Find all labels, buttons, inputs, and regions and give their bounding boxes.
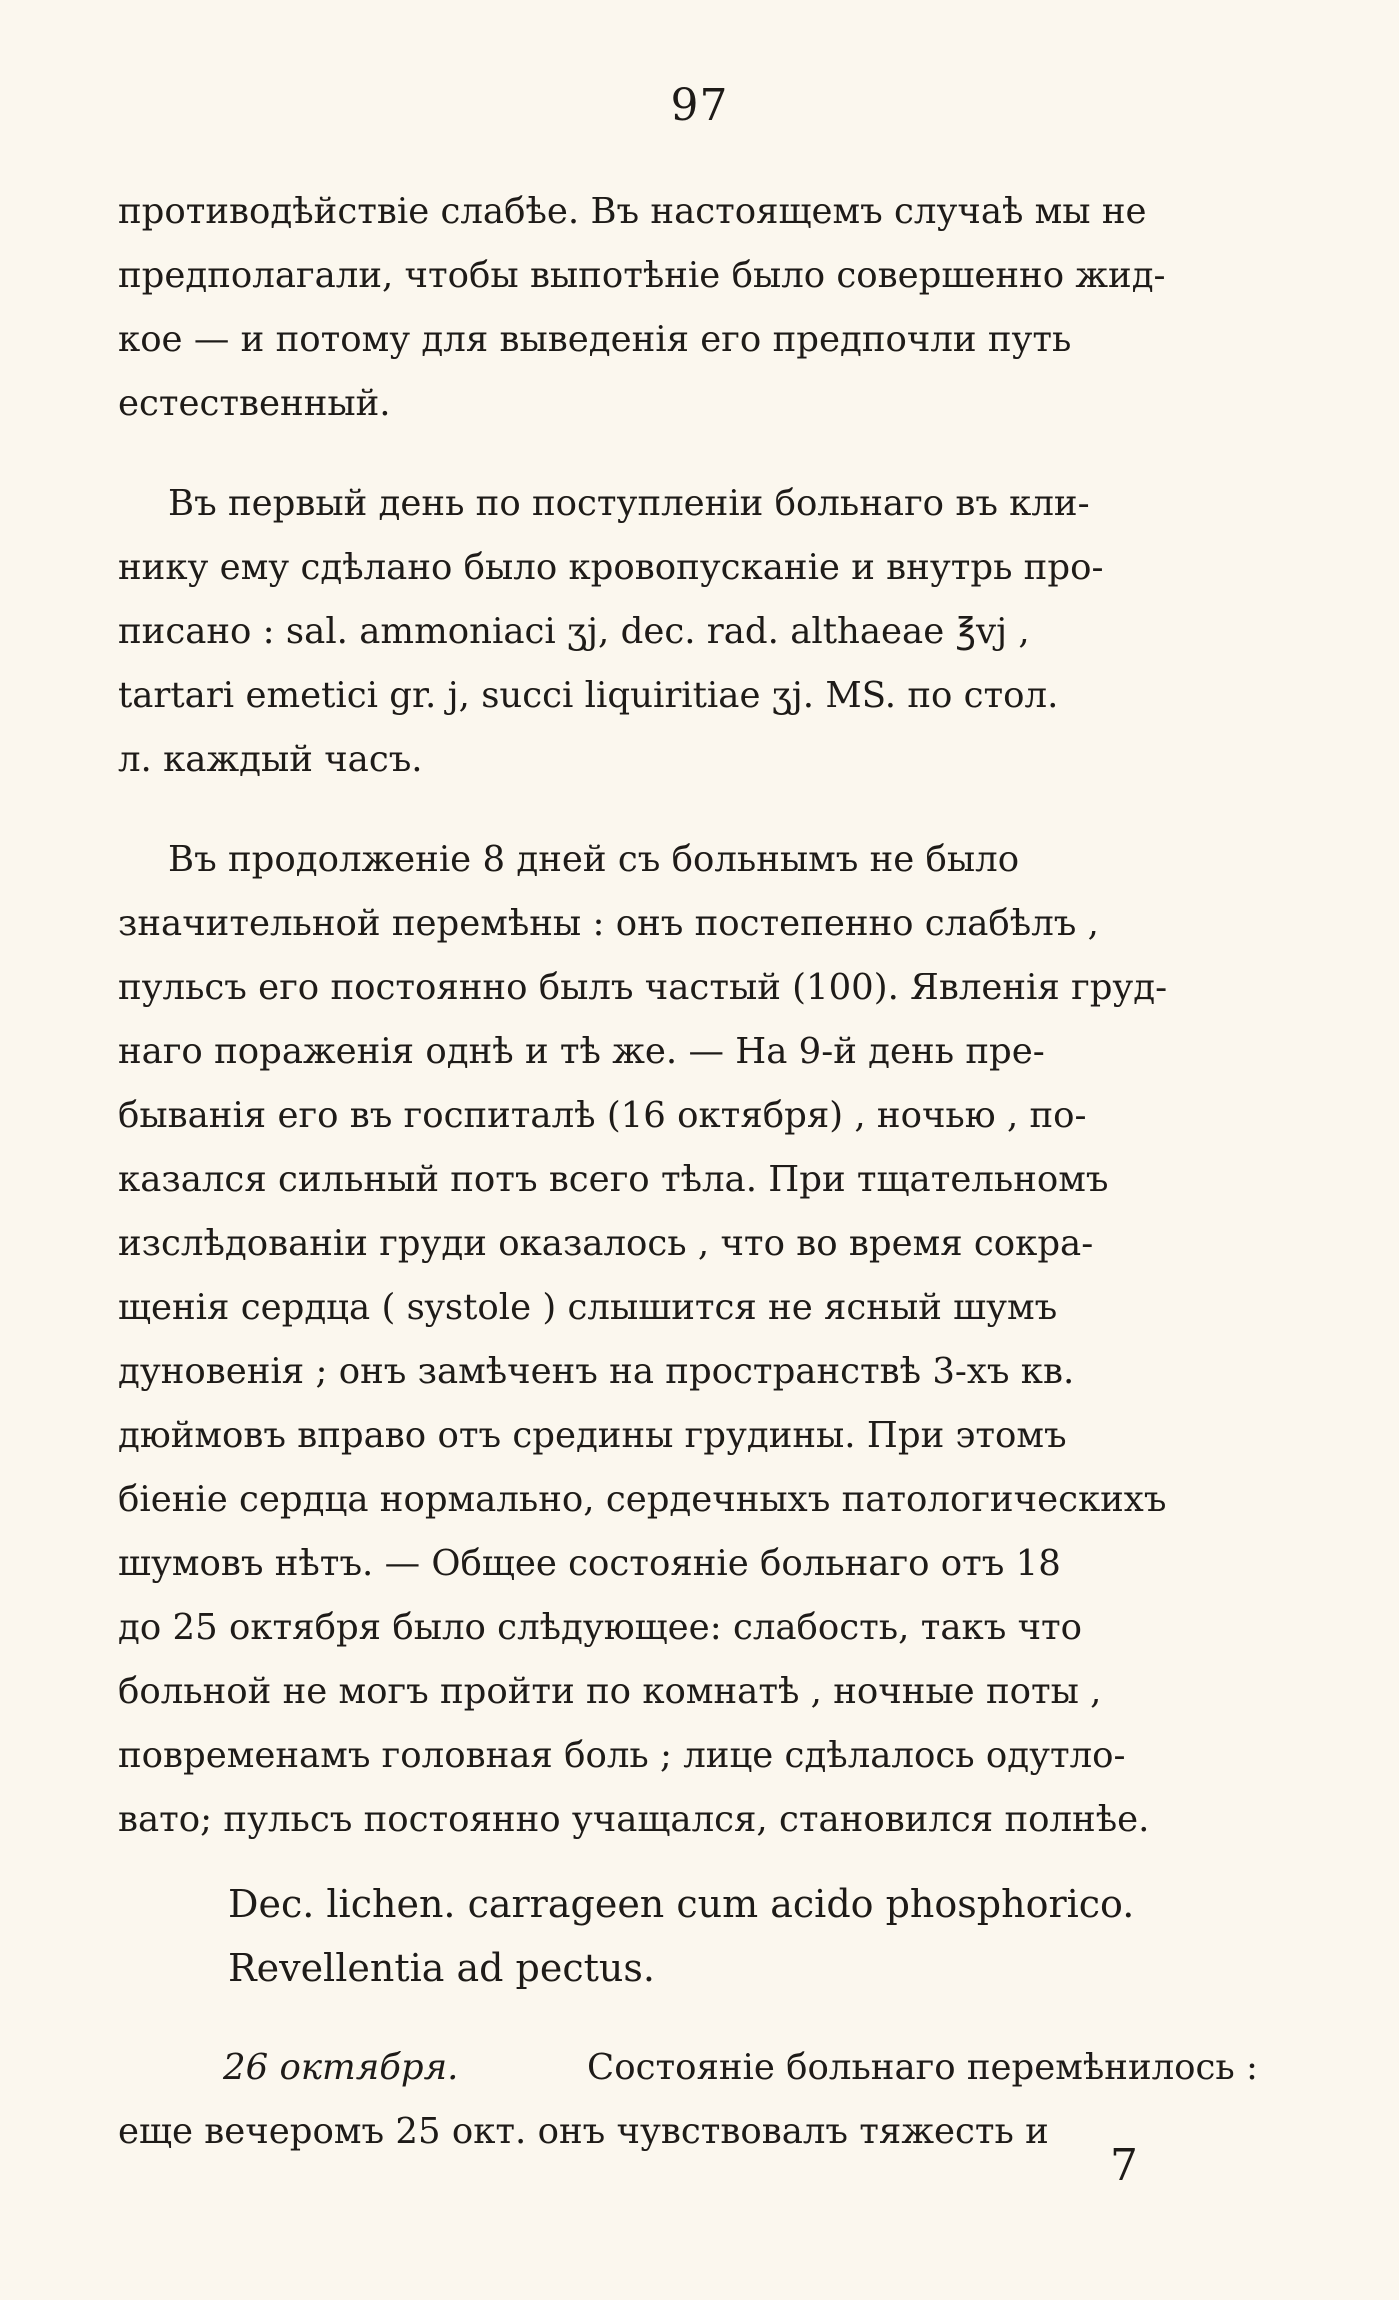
text-span: Состояніе больнаго перемѣнилось :: [587, 2047, 1258, 2088]
text-line: біеніе сердца нормально, сердечныхъ патологическихъ: [118, 1479, 1167, 1520]
text-line: еще вечеромъ 25 окт. онъ чувствовалъ тяжесть и: [118, 2111, 1049, 2152]
text-line: дуновенія ; онъ замѣченъ на пространствѣ 3-хъ кв.: [118, 1351, 1075, 1392]
text-line: изслѣдованіи груди оказалось , что во время сокра-: [118, 1223, 1094, 1264]
text-line: вато; пульсъ постоянно учащался, становился полнѣе.: [118, 1799, 1150, 1840]
text-line: предполагали, чтобы выпотѣніе было совершенно жид-: [118, 255, 1166, 296]
paragraph-2: [118, 472, 1258, 792]
text-line: писано : sal. ammoniaci ʒj, dec. rad. althaeae ℥vj ,: [118, 611, 1030, 652]
text-line: [118, 2036, 1258, 2100]
text-line: противодѣйствіе слабѣе. Въ настоящемъ случаѣ мы не: [118, 191, 1147, 232]
text-line: естественный.: [118, 383, 391, 424]
prescription-line: Revellentia ad pectus.: [228, 1946, 655, 1990]
text-line: Въ первый день по поступленіи больнаго въ кли-: [168, 483, 1090, 524]
prescription: [118, 1872, 1258, 2000]
body-text: [118, 180, 1258, 2164]
text-line: tartari emetici gr. j, succi liquiritiae ʒj. MS. по стол.: [118, 675, 1059, 716]
prescription-line: Dec. lichen. carrageen cum acido phosphorico.: [228, 1882, 1135, 1926]
text-line: пульсъ его постоянно былъ частый (100). Явленія груд-: [118, 967, 1168, 1008]
text-line: дюймовъ вправо отъ средины грудины. При этомъ: [118, 1415, 1067, 1456]
text-line: до 25 октября было слѣдующее: слабость, такъ что: [118, 1607, 1083, 1648]
text-line: значительной перемѣны : онъ постепенно слабѣлъ ,: [118, 903, 1099, 944]
text-line: наго пораженія однѣ и тѣ же. — На 9-й день пре-: [118, 1031, 1045, 1072]
text-line: Въ продолженіе 8 дней съ больнымъ не было: [168, 839, 1020, 880]
entry-date: 26 октября.: [223, 2047, 459, 2088]
text-line: быванія его въ госпиталѣ (16 октября) , ночью , по-: [118, 1095, 1087, 1136]
text-line: л. каждый часъ.: [118, 739, 423, 780]
text-line: повременамъ головная боль ; лице сдѣлалось одутло-: [118, 1735, 1126, 1776]
text-line: казался сильный потъ всего тѣла. При тщательномъ: [118, 1159, 1109, 1200]
paragraph-4: [118, 2036, 1258, 2164]
text-line: больной не могъ пройти по комнатѣ , ночные поты ,: [118, 1671, 1102, 1712]
text-line: нику ему сдѣлано было кровопусканіе и внутрь про-: [118, 547, 1104, 588]
text-line: щенія сердца ( systole ) слышится не ясный шумъ: [118, 1287, 1058, 1328]
text-line: шумовъ нѣтъ. — Общее состояніе больнаго отъ 18: [118, 1543, 1061, 1584]
page-number: 97: [670, 80, 729, 131]
signature-mark: 7: [1110, 2140, 1138, 2191]
text-line: кое — и потому для выведенія его предпочли путь: [118, 319, 1072, 360]
paragraph-3: [118, 828, 1258, 1852]
paragraph-1: [118, 180, 1258, 436]
